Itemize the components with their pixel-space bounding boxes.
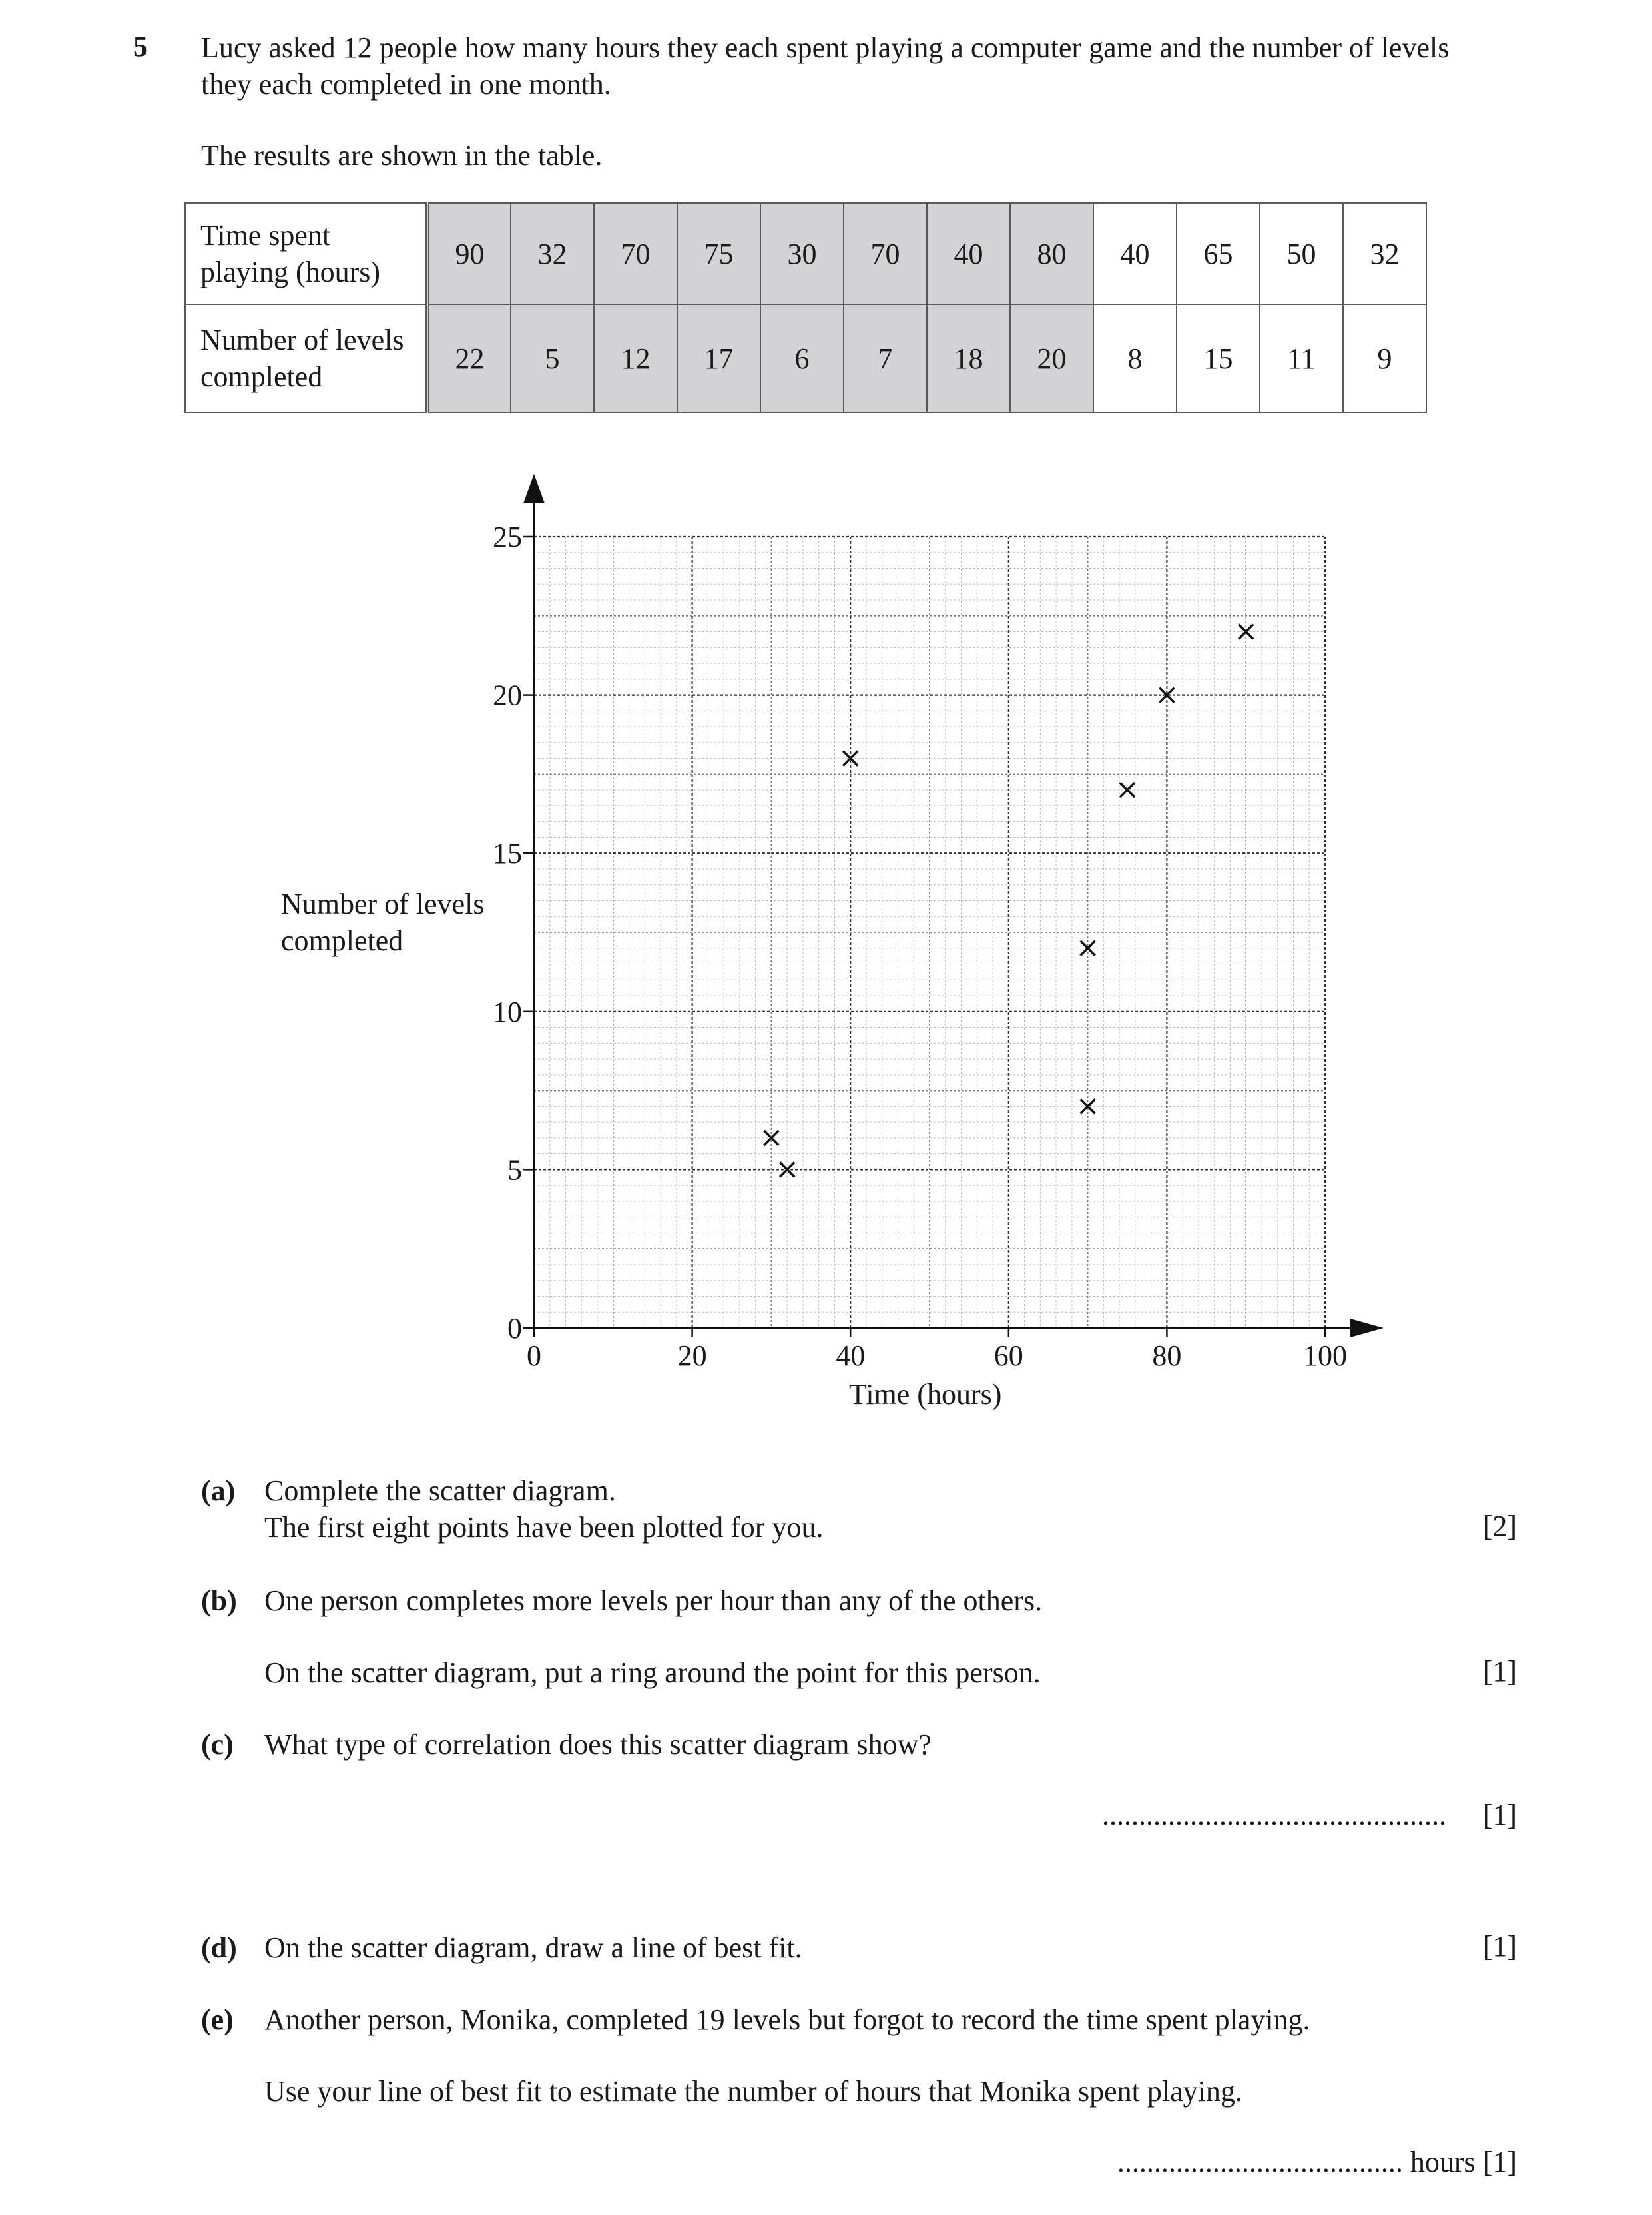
intro-line-1: Lucy asked 12 people how many hours they each spent playing a computer game and the number of levels (201, 31, 1450, 64)
part-b-mark: [1] (1482, 1655, 1517, 1688)
part-e-answer (1117, 2145, 1517, 2179)
x-tick-label: 60 (993, 1339, 1023, 1372)
table-cell-levels: 18 (927, 304, 1010, 412)
y-axis-label-line: Number of levels (281, 888, 485, 920)
part-label: (e) (201, 2003, 234, 2036)
intro-line-2: they each completed in one month. (201, 68, 611, 101)
y-axis-label (281, 886, 484, 959)
part-a-label (201, 1472, 235, 1509)
x-tick-label: 20 (677, 1339, 707, 1372)
table-cell-levels: 22 (427, 304, 511, 412)
row-header-line: completed (200, 360, 323, 393)
part-a-mark: [2] (1482, 1510, 1517, 1542)
y-tick-label: 25 (493, 521, 522, 553)
ticks (493, 521, 1347, 1372)
part-c-label (201, 1726, 234, 1763)
part-label: (c) (201, 1728, 234, 1761)
x-tick-label: 80 (1152, 1339, 1182, 1372)
table-cell-levels: 8 (1093, 304, 1177, 412)
part-c-mark: [1] (1482, 1799, 1517, 1831)
table-cell-time: 65 (1177, 203, 1260, 304)
table-cell-levels: 7 (844, 304, 927, 412)
part-a-line2: The first eight points have been plotted for you. (264, 1511, 824, 1544)
table-cell-time: 32 (511, 203, 594, 304)
y-tick-label: 15 (493, 837, 522, 870)
y-axis-arrow (523, 474, 545, 503)
table-cell-time: 32 (1343, 203, 1426, 304)
grid-mid (534, 537, 1325, 1328)
table-cell-levels: 11 (1260, 304, 1343, 412)
part-e-answer-line[interactable]: ....................................... (1117, 2146, 1403, 2178)
y-tick-label: 5 (507, 1153, 522, 1187)
x-axis-arrow (1350, 1319, 1384, 1337)
part-b-label (201, 1582, 237, 1619)
row-header-line: Time spent (200, 219, 331, 252)
part-b-line1: One person completes more levels per hour than any of the others. (264, 1584, 1043, 1617)
table-cell-levels: 20 (1010, 304, 1093, 412)
y-tick-label: 20 (493, 679, 522, 712)
x-tick-label: 100 (1303, 1339, 1347, 1372)
table-cell-levels: 6 (760, 304, 844, 412)
table-cell-levels: 9 (1343, 304, 1426, 412)
part-a-text (264, 1472, 823, 1546)
table-cell-levels: 17 (677, 304, 760, 412)
part-d-mark: [1] (1482, 1930, 1517, 1963)
table-cell-time: 30 (760, 203, 844, 304)
table-cell-time: 80 (1010, 203, 1093, 304)
table-cell-time: 70 (594, 203, 677, 304)
table-cell-time: 40 (1093, 203, 1177, 304)
part-c-line1: What type of correlation does this scatter diagram show? (264, 1728, 932, 1761)
y-tick-label: 10 (493, 995, 522, 1028)
x-tick-label: 0 (527, 1339, 541, 1372)
part-e-line2: Use your line of best fit to estimate the number of hours that Monika spent playing. (264, 2075, 1242, 2108)
table-cell-time: 50 (1260, 203, 1343, 304)
part-d-label (201, 1929, 237, 1966)
table-cell-levels: 5 (511, 304, 594, 412)
x-tick-label: 40 (836, 1339, 866, 1372)
table-cell-levels: 15 (1177, 304, 1260, 412)
table-cell-levels: 12 (594, 304, 677, 412)
part-e-label (201, 2001, 234, 2038)
axes (523, 474, 1384, 1337)
table-cell-time: 90 (427, 203, 511, 304)
row-header-line: Number of levels (200, 324, 404, 356)
part-e-line1: Another person, Monika, completed 19 levels but forgot to record the time spent playing. (264, 2003, 1310, 2036)
intro-results: The results are shown in the table. (201, 139, 603, 172)
part-label: (d) (201, 1931, 237, 1964)
row-header-line: playing (hours) (200, 256, 381, 288)
part-label: (a) (201, 1474, 236, 1507)
part-c-answer-line[interactable]: ............................................... (1102, 1799, 1446, 1831)
table-cell-time: 70 (844, 203, 927, 304)
table-cell-time: 75 (677, 203, 760, 304)
part-e-mark: [1] (1482, 2146, 1517, 2178)
part-e-unit: hours (1410, 2146, 1476, 2178)
part-b-line2: On the scatter diagram, put a ring around the point for this person. (264, 1656, 1041, 1689)
part-a-line1: Complete the scatter diagram. (264, 1474, 616, 1507)
part-label: (b) (201, 1584, 237, 1617)
x-axis-label: Time (hours) (849, 1378, 1002, 1411)
y-axis-label-line: completed (281, 924, 404, 957)
table-cell-time: 40 (927, 203, 1010, 304)
y-tick-label: 0 (507, 1312, 522, 1345)
question-number: 5 (133, 30, 148, 63)
part-d-line1: On the scatter diagram, draw a line of best fit. (264, 1931, 802, 1964)
